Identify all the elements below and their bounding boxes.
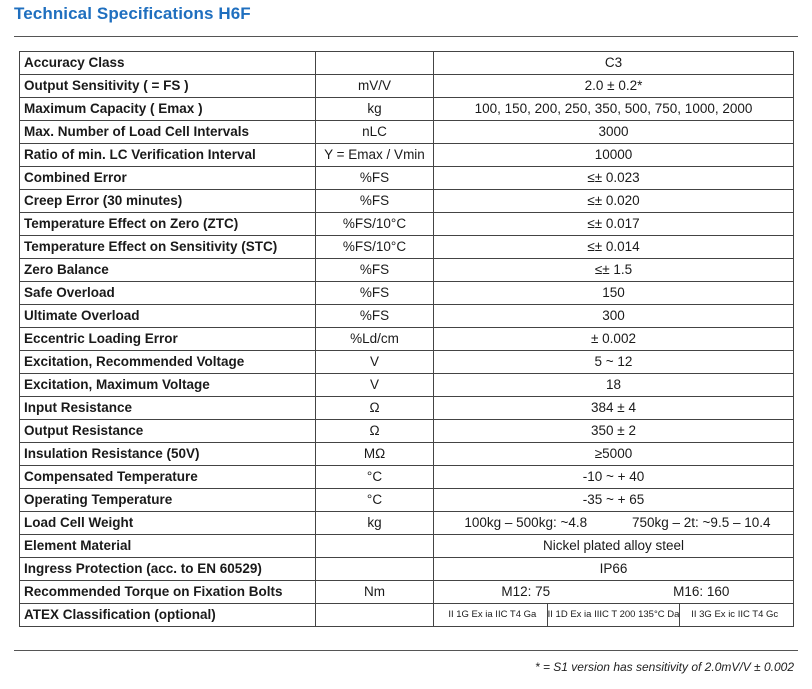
unit-cell: mV/V: [316, 75, 434, 98]
value-cell: ± 0.002: [434, 328, 794, 351]
value-cell: -35 ~ + 65: [434, 489, 794, 512]
param-element-material: Element Material: [20, 535, 316, 558]
unit-cell: Y = Emax / Vmin: [316, 144, 434, 167]
table-row: [20, 374, 794, 397]
table-row: [20, 213, 794, 236]
table-row: [20, 167, 794, 190]
unit-cell: nLC: [316, 121, 434, 144]
value-cell: -10 ~ + 40: [434, 466, 794, 489]
param-recommended-torque: Recommended Torque on Fixation Bolts: [20, 581, 316, 604]
table-row: [20, 420, 794, 443]
table-row: [20, 466, 794, 489]
table-row: [20, 512, 794, 535]
atex-gas-zone-0: II 1G Ex ia IIC T4 Ga: [448, 609, 537, 620]
table-row: [20, 98, 794, 121]
page-title: Technical Specifications H6F: [14, 4, 251, 23]
param-operating-temperature: Operating Temperature: [20, 489, 316, 512]
value-cell: 2.0 ± 0.2*: [434, 75, 794, 98]
table-row: [20, 328, 794, 351]
unit-cell: %FS: [316, 305, 434, 328]
unit-cell: %FS: [316, 259, 434, 282]
atex-gas-zone-2: II 3G Ex ic IIC T4 Gc: [679, 604, 789, 626]
weight-value-small: 100kg – 500kg: ~4.8: [464, 515, 588, 530]
torque-value-m16: M16: 160: [673, 584, 730, 599]
value-cell: ≤± 0.020: [434, 190, 794, 213]
table-row: [20, 190, 794, 213]
unit-cell: Ω: [316, 397, 434, 420]
param-ingress-protection: Ingress Protection (acc. to EN 60529): [20, 558, 316, 581]
table-row: [20, 282, 794, 305]
value-cell: ≤± 1.5: [434, 259, 794, 282]
table-row: [20, 581, 794, 604]
param-accuracy-class: Accuracy Class: [20, 52, 316, 75]
param-temperature-effect-zero: Temperature Effect on Zero (ZTC): [20, 213, 316, 236]
value-cell: 100, 150, 200, 250, 350, 500, 750, 1000, 2000: [434, 98, 794, 121]
value-cell: ≤± 0.014: [434, 236, 794, 259]
param-safe-overload: Safe Overload: [20, 282, 316, 305]
unit-cell: MΩ: [316, 443, 434, 466]
param-excitation-recommended: Excitation, Recommended Voltage: [20, 351, 316, 374]
unit-cell: %FS: [316, 167, 434, 190]
value-cell: ≥5000: [434, 443, 794, 466]
table-row: [20, 52, 794, 75]
value-cell: 10000: [434, 144, 794, 167]
unit-cell: %FS/10°C: [316, 213, 434, 236]
unit-cell: %FS: [316, 190, 434, 213]
param-output-resistance: Output Resistance: [20, 420, 316, 443]
table-row: [20, 397, 794, 420]
param-temperature-effect-sensitivity: Temperature Effect on Sensitivity (STC): [20, 236, 316, 259]
unit-cell: kg: [316, 512, 434, 535]
value-cell: 150: [434, 282, 794, 305]
value-cell: IP66: [434, 558, 794, 581]
unit-cell: °C: [316, 466, 434, 489]
value-cell: 300: [434, 305, 794, 328]
table-row: [20, 75, 794, 98]
unit-cell: [316, 535, 434, 558]
value-cell-split: [434, 512, 794, 535]
param-combined-error: Combined Error: [20, 167, 316, 190]
table-row: [20, 489, 794, 512]
value-cell: 350 ± 2: [434, 420, 794, 443]
table-row: [20, 236, 794, 259]
param-atex-classification: ATEX Classification (optional): [20, 604, 316, 627]
value-cell: 384 ± 4: [434, 397, 794, 420]
unit-cell: %Ld/cm: [316, 328, 434, 351]
unit-cell: %FS/10°C: [316, 236, 434, 259]
param-creep-error: Creep Error (30 minutes): [20, 190, 316, 213]
footnote: * = S1 version has sensitivity of 2.0mV/V ± 0.002: [534, 660, 794, 674]
unit-cell: V: [316, 374, 434, 397]
param-input-resistance: Input Resistance: [20, 397, 316, 420]
table-row: [20, 604, 794, 627]
param-zero-balance: Zero Balance: [20, 259, 316, 282]
table-row: [20, 535, 794, 558]
unit-cell: kg: [316, 98, 434, 121]
value-cell: 5 ~ 12: [434, 351, 794, 374]
param-ultimate-overload: Ultimate Overload: [20, 305, 316, 328]
value-cell: Nickel plated alloy steel: [434, 535, 794, 558]
table-row: [20, 558, 794, 581]
unit-cell: Ω: [316, 420, 434, 443]
param-eccentric-loading-error: Eccentric Loading Error: [20, 328, 316, 351]
value-cell-split: [434, 604, 794, 627]
param-maximum-capacity: Maximum Capacity ( Emax ): [20, 98, 316, 121]
unit-cell: °C: [316, 489, 434, 512]
table-row: [20, 144, 794, 167]
top-divider: [14, 36, 798, 37]
table-row: [20, 121, 794, 144]
param-insulation-resistance: Insulation Resistance (50V): [20, 443, 316, 466]
unit-cell: [316, 604, 434, 627]
param-verification-interval-ratio: Ratio of min. LC Verification Interval: [20, 144, 316, 167]
table-row: [20, 259, 794, 282]
table-row: [20, 443, 794, 466]
unit-cell: Nm: [316, 581, 434, 604]
weight-value-large: 750kg – 2t: ~9.5 – 10.4: [632, 515, 771, 530]
unit-cell: [316, 52, 434, 75]
param-load-cell-weight: Load Cell Weight: [20, 512, 316, 535]
value-cell: C3: [434, 52, 794, 75]
unit-cell: [316, 558, 434, 581]
param-compensated-temperature: Compensated Temperature: [20, 466, 316, 489]
param-output-sensitivity: Output Sensitivity ( = FS ): [20, 75, 316, 98]
unit-cell: V: [316, 351, 434, 374]
bottom-divider: [14, 650, 798, 651]
table-row: [20, 305, 794, 328]
specifications-table: [19, 51, 794, 627]
unit-cell: %FS: [316, 282, 434, 305]
param-excitation-maximum: Excitation, Maximum Voltage: [20, 374, 316, 397]
value-cell: 18: [434, 374, 794, 397]
param-max-load-cell-intervals: Max. Number of Load Cell Intervals: [20, 121, 316, 144]
torque-value-m12: M12: 75: [501, 584, 551, 599]
value-cell: ≤± 0.023: [434, 167, 794, 190]
value-cell-split: [434, 581, 794, 604]
value-cell: 3000: [434, 121, 794, 144]
table-row: [20, 351, 794, 374]
value-cell: ≤± 0.017: [434, 213, 794, 236]
atex-dust-zone-20: II 1D Ex ia IIIC T 200 135°C Da: [547, 604, 680, 626]
